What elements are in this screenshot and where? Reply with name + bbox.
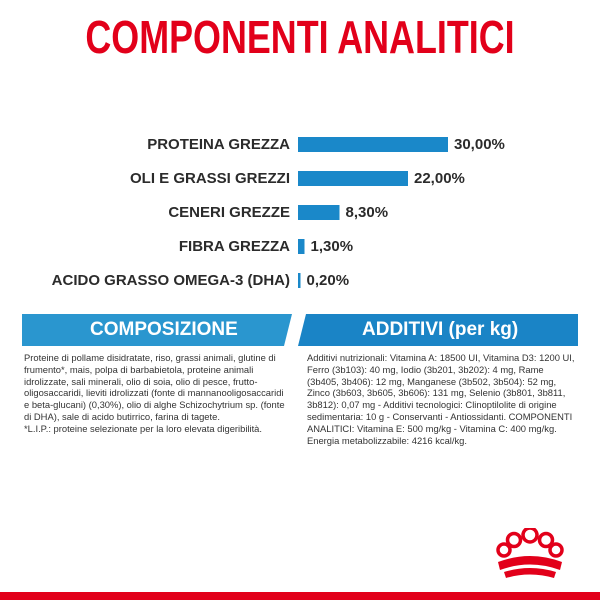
bottom-red-band (0, 592, 600, 600)
crown-logo-icon (490, 528, 570, 582)
composition-footnote: *L.I.P.: proteine selezionate per la loro elevata digeribilità. (24, 422, 262, 434)
bar-value-label: 30,00% (454, 136, 505, 153)
bar-category-label: OLI E GRASSI GREZZI (129, 170, 290, 187)
bar (298, 273, 301, 288)
bar (298, 137, 448, 152)
bar-value-label: 8,30% (345, 204, 389, 221)
bar (298, 205, 340, 220)
bar-value-label: 22,00% (414, 170, 465, 187)
bar-category-label: CENERI GREZZE (168, 204, 290, 221)
bar (298, 171, 408, 186)
composition-ingredients: Proteine di pollame disidratate, riso, grassi animali, glutine di frumento*, mais, polpa di barbabietola, proteine animali idrolizzate, sali minerali, olio di soia, olio di pesce, frutto-oligosaccaridi, lieviti idrolizzati (fonte di mannanooligosaccaridi e beta-glucani) (0,30%), olio di alghe Schizochytrium sp. (fonte di DHA), sale di acido butirrico, farina di tagete. (24, 352, 285, 422)
bar-value-label: 1,30% (310, 238, 354, 255)
page-title: COMPONENTI ANALITICI (85, 11, 515, 63)
additives-header: ADDITIVI (per kg) (362, 319, 519, 340)
nutrient-bar-chart (0, 120, 600, 300)
bar (298, 239, 305, 254)
additives-text: Additivi nutrizionali: Vitamina A: 18500 UI, Vitamina D3: 1200 UI, Ferro (3b103): 40 mg, Iodio (3b201, 3b202): 4 mg, Rame (3b405, 3b406): 12 mg, Manganese (3b502, 3b504): 52 mg, Zinco (3b603, 3b605, 3b606): 131 mg, Selenio (3b801, 3b811, 3b812): 0,07 mg - Additivi tecnologici: Clinoptilolite di origine sedimentaria: 10 g - Conservanti - Antiossidanti. COMPONENTI ANALITICI: Vitamina E: 500 mg/kg - Vitamina C: 400 mg/kg. Energia metabolizzabile: 4216 kcal/kg. (307, 352, 575, 446)
bar-value-label: 0,20% (306, 272, 350, 289)
bar-category-label: ACIDO GRASSO OMEGA-3 (DHA) (51, 272, 290, 289)
composition-header: COMPOSIZIONE (90, 319, 238, 340)
composition-text (24, 352, 290, 435)
bar-category-label: FIBRA GREZZA (178, 238, 290, 255)
bar-category-label: PROTEINA GREZZA (147, 136, 290, 153)
